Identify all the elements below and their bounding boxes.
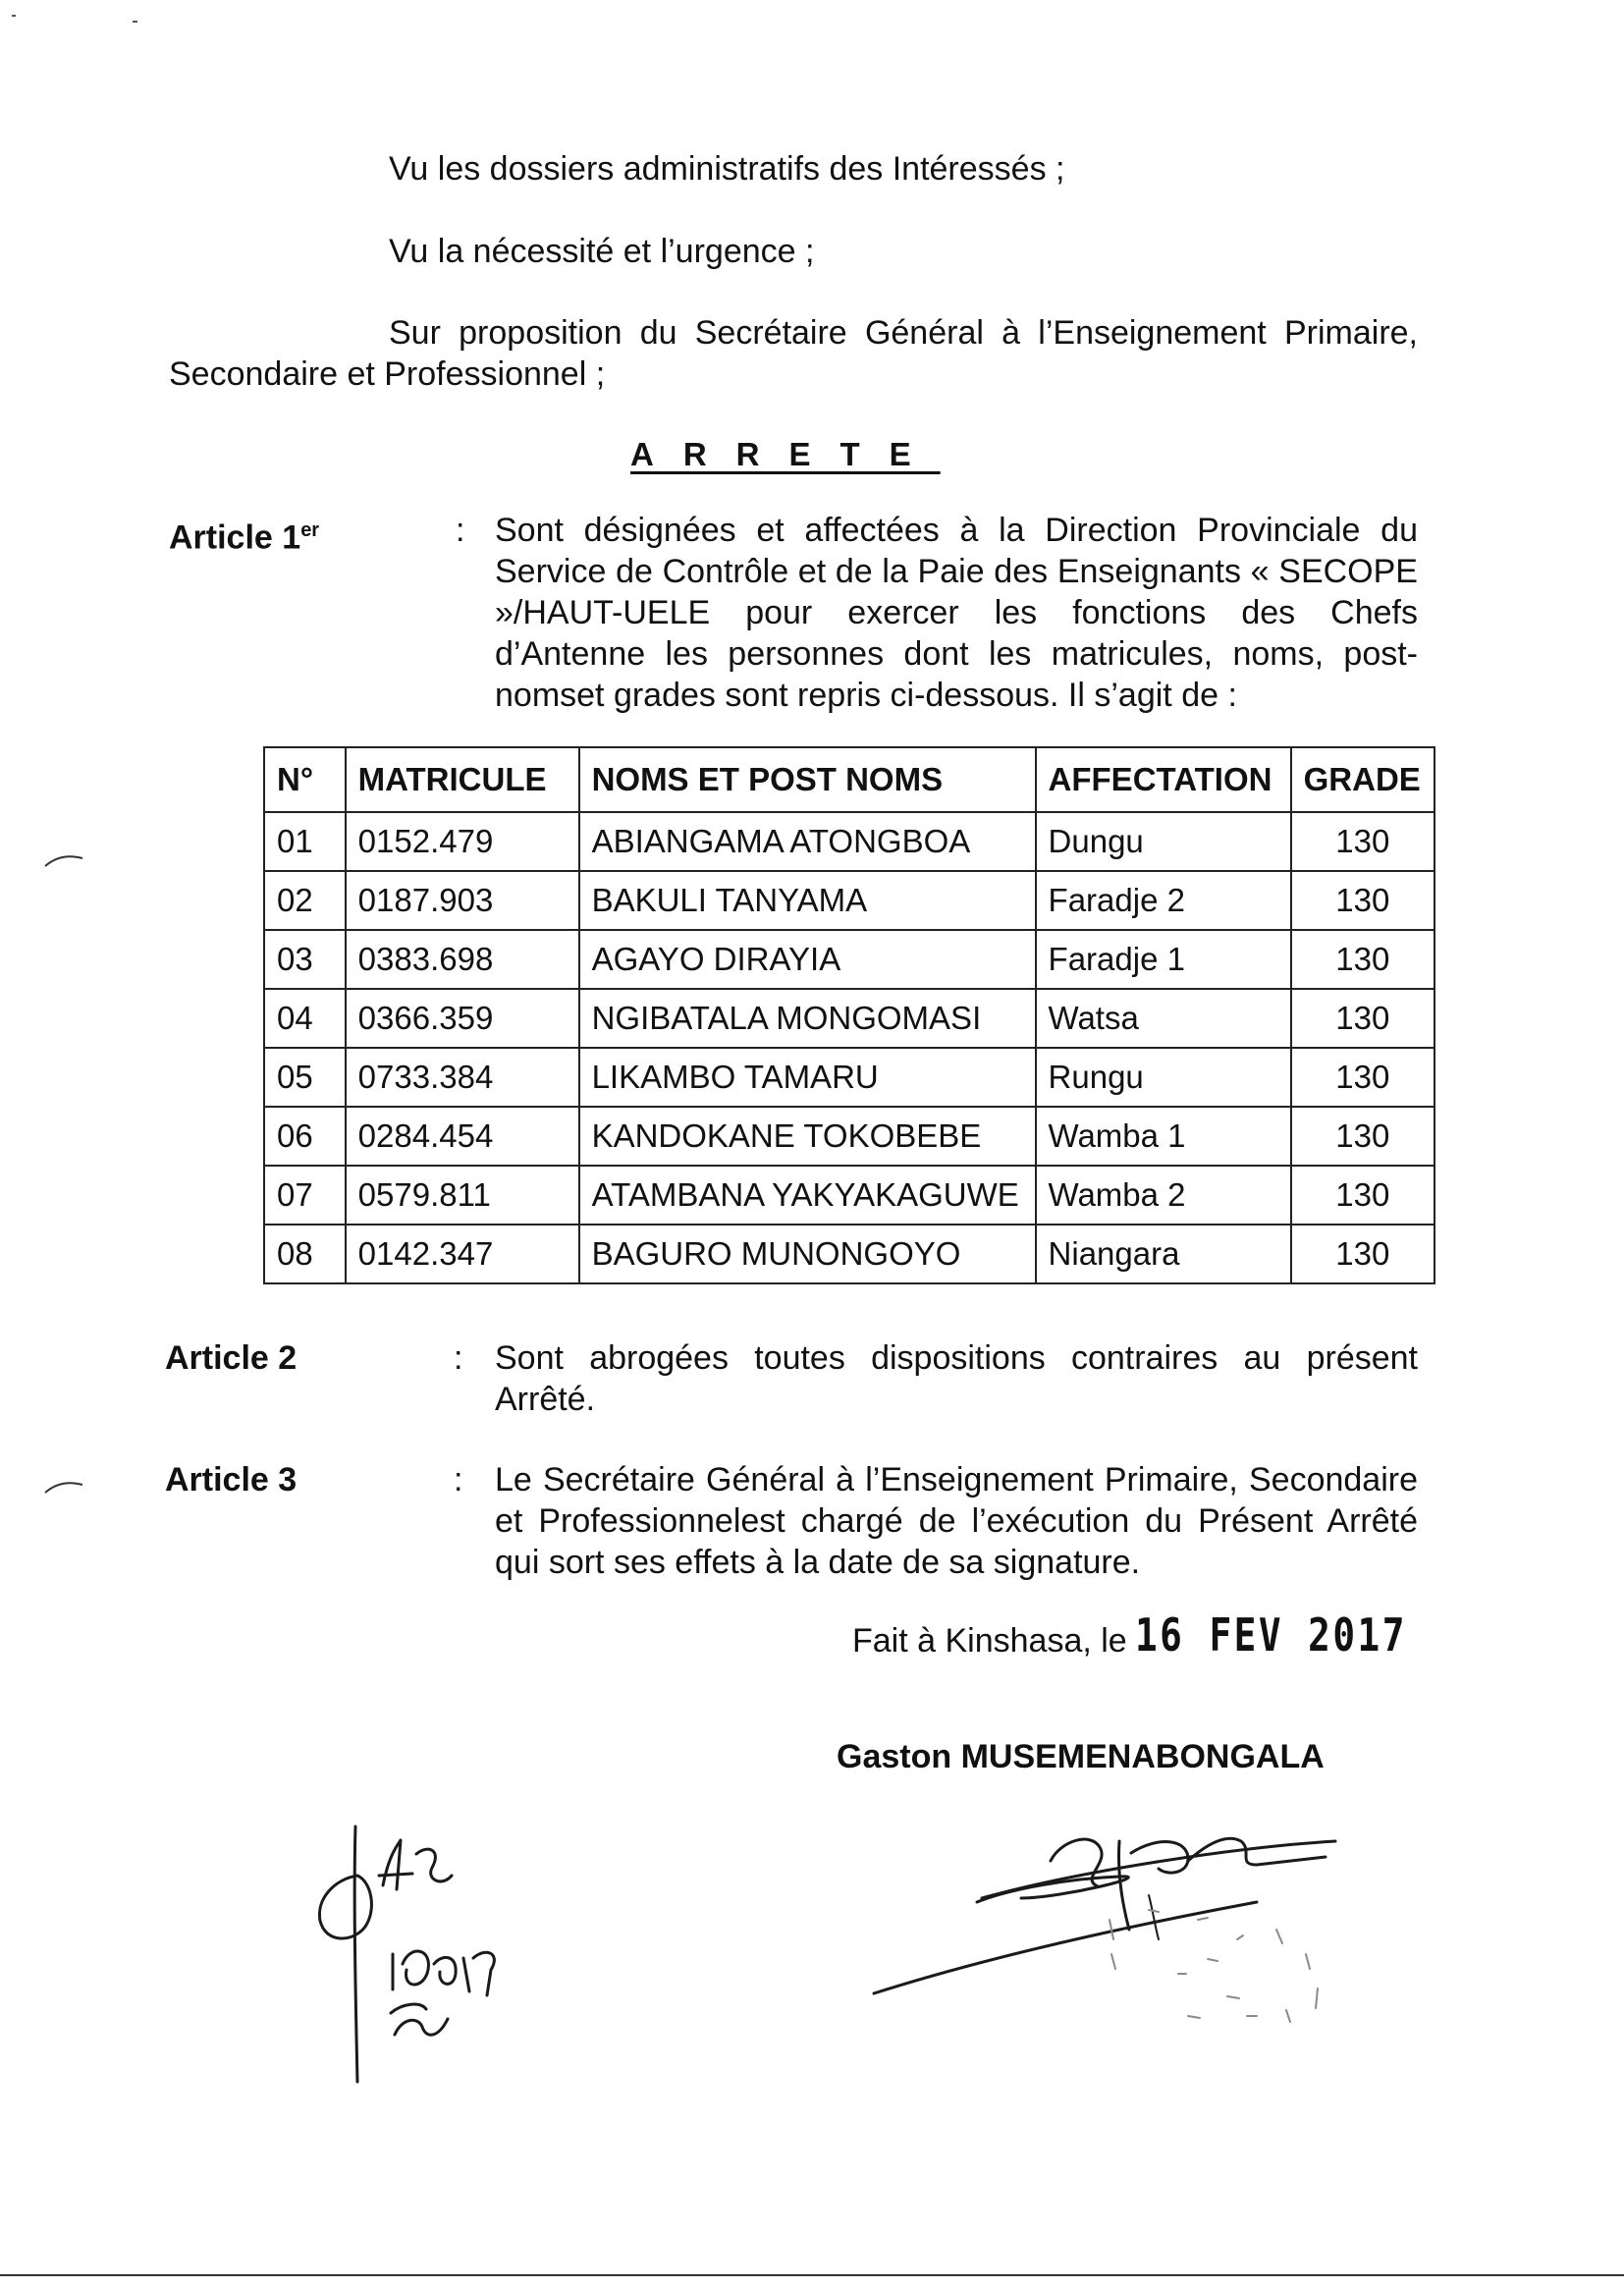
cell-full-name: KANDOKANE TOKOBEBE	[579, 1107, 1036, 1166]
article-3-colon: :	[454, 1461, 463, 1498]
table-row	[264, 1225, 1435, 1283]
cell-grade: 130	[1291, 812, 1435, 871]
decree-title: ARRETE	[630, 436, 941, 472]
cell-affectation: Niangara	[1036, 1225, 1291, 1283]
cell-grade: 130	[1291, 1166, 1435, 1225]
cell-full-name: ATAMBANA YAKYAKAGUWE	[579, 1166, 1036, 1225]
date-stamp: 16 FEV 2017	[1135, 1608, 1407, 1662]
article-2-text: Sont abrogées toutes dispositions contraires au présent Arrêté.	[495, 1339, 1418, 1418]
preamble-line-3: Sur proposition du Secrétaire Général à l’Enseignement Primaire, Secondaire et Professionnel ;	[169, 314, 1418, 393]
cell-matricule: 0187.903	[346, 871, 579, 930]
signatory-name: Gaston MUSEMENABONGALA	[837, 1738, 1325, 1775]
cell-row-number: 03	[264, 930, 346, 989]
faint-stamp	[1090, 1900, 1365, 2047]
table-row	[264, 1166, 1435, 1225]
cell-affectation: Faradje 2	[1036, 871, 1291, 930]
column-header: MATRICULE	[346, 747, 579, 812]
cell-affectation: Wamba 2	[1036, 1166, 1291, 1225]
scan-specks	[0, 0, 157, 39]
table-header-row	[264, 747, 1435, 812]
cell-matricule: 0284.454	[346, 1107, 579, 1166]
cell-grade: 130	[1291, 930, 1435, 989]
cell-matricule: 0383.698	[346, 930, 579, 989]
cell-matricule: 0142.347	[346, 1225, 579, 1283]
column-header: NOMS ET POST NOMS	[579, 747, 1036, 812]
column-header: AFFECTATION	[1036, 747, 1291, 812]
column-header: N°	[264, 747, 346, 812]
cell-grade: 130	[1291, 1048, 1435, 1107]
cell-row-number: 02	[264, 871, 346, 930]
cell-row-number: 07	[264, 1166, 346, 1225]
table-body	[264, 812, 1435, 1283]
cell-grade: 130	[1291, 871, 1435, 930]
cell-full-name: AGAYO DIRAYIA	[579, 930, 1036, 989]
table-row	[264, 989, 1435, 1048]
cell-full-name: ABIANGAMA ATONGBOA	[579, 812, 1036, 871]
cell-matricule: 0579.811	[346, 1166, 579, 1225]
handwritten-annotation	[295, 1817, 550, 2092]
table-row	[264, 1048, 1435, 1107]
cell-grade: 130	[1291, 1225, 1435, 1283]
cell-full-name: NGIBATALA MONGOMASI	[579, 989, 1036, 1048]
place-text: Fait à Kinshasa, le	[852, 1622, 1127, 1660]
cell-matricule: 0366.359	[346, 989, 579, 1048]
cell-row-number: 01	[264, 812, 346, 871]
article-2-colon: :	[454, 1339, 463, 1377]
cell-matricule: 0733.384	[346, 1048, 579, 1107]
cell-row-number: 05	[264, 1048, 346, 1107]
cell-affectation: Wamba 1	[1036, 1107, 1291, 1166]
article-2-label: Article 2	[165, 1339, 298, 1377]
article-1-text: Sont désignées et affectées à la Direction Provinciale du Service de Contrôle et de la Paie des Enseignants « SECOPE »/HAUT-UELE pour exercer les fonctions des Chefs d’Antenne les personnes dont les matricules, noms, post-nomset grades sont repris ci-dessous. Il s’agit de :	[495, 512, 1418, 714]
article-1-colon: :	[456, 512, 465, 549]
cell-affectation: Faradje 1	[1036, 930, 1291, 989]
margin-mark	[39, 1471, 98, 1500]
margin-mark	[39, 844, 98, 874]
cell-affectation: Dungu	[1036, 812, 1291, 871]
assignment-table	[263, 746, 1435, 1284]
table-row	[264, 812, 1435, 871]
table-row	[264, 871, 1435, 930]
cell-matricule: 0152.479	[346, 812, 579, 871]
table-row	[264, 1107, 1435, 1166]
cell-affectation: Rungu	[1036, 1048, 1291, 1107]
article-3-label: Article 3	[165, 1461, 298, 1498]
article-1-label: Article 1er	[169, 518, 320, 557]
cell-grade: 130	[1291, 989, 1435, 1048]
cell-full-name: BAGURO MUNONGOYO	[579, 1225, 1036, 1283]
cell-row-number: 06	[264, 1107, 346, 1166]
preamble-line-1: Vu les dossiers administratifs des Intéressés ;	[389, 150, 1065, 188]
table-row	[264, 930, 1435, 989]
page-bottom-edge	[0, 2274, 1624, 2276]
cell-row-number: 04	[264, 989, 346, 1048]
cell-full-name: LIKAMBO TAMARU	[579, 1048, 1036, 1107]
cell-row-number: 08	[264, 1225, 346, 1283]
article-3-text: Le Secrétaire Général à l’Enseignement Primaire, Secondaire et Professionnelest chargé de l’exécution du Présent Arrêté qui sort ses effets à la date de sa signature.	[495, 1461, 1418, 1581]
cell-full-name: BAKULI TANYAMA	[579, 871, 1036, 930]
cell-grade: 130	[1291, 1107, 1435, 1166]
cell-affectation: Watsa	[1036, 989, 1291, 1048]
column-header: GRADE	[1291, 747, 1435, 812]
preamble-line-2: Vu la nécessité et l’urgence ;	[389, 233, 815, 270]
